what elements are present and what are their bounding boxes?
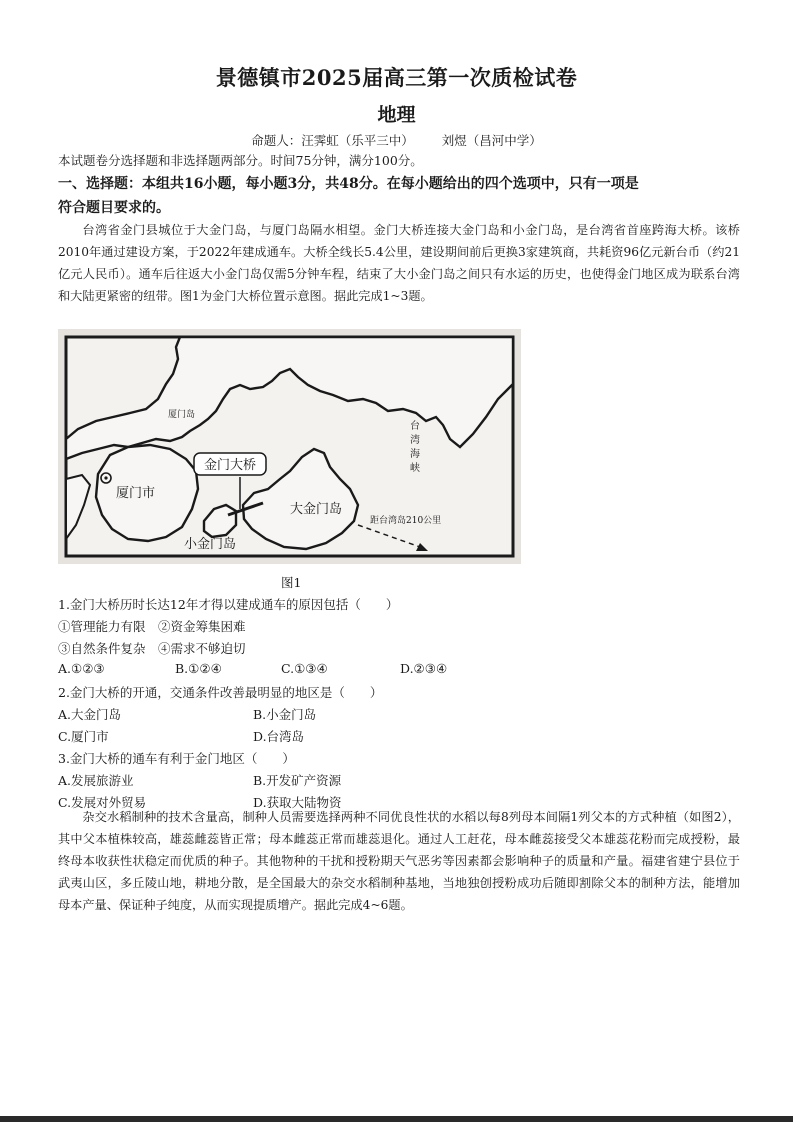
- strait-char-4: 峡: [410, 463, 420, 474]
- q3-option-c[interactable]: C.发展对外贸易: [58, 795, 147, 810]
- q1-option-d[interactable]: D.②③④: [400, 661, 448, 676]
- xiao-jinmen-label: 小金门岛: [184, 537, 237, 552]
- bridge-label: 金门大桥: [203, 458, 257, 473]
- figure-caption: 图1: [281, 575, 302, 590]
- scan-bottom-edge: [0, 1116, 793, 1122]
- xiamen-city-label: 厦门市: [116, 486, 156, 501]
- authors-line: [0, 131, 793, 149]
- q1-choices-line-2: ③自然条件复杂 ④需求不够迫切: [58, 641, 246, 656]
- q3-option-b[interactable]: B.开发矿产资源: [253, 773, 342, 788]
- instructions: 本试题卷分选择题和非选择题两部分。时间75分钟，满分100分。: [58, 153, 423, 168]
- xiamen-city-dot: [104, 476, 107, 479]
- xiamen-island-label: 厦门岛: [168, 410, 196, 420]
- author-1: 命题人：汪霁虹（乐平三中）: [251, 133, 414, 148]
- author-2: 刘煜（昌河中学）: [441, 133, 542, 148]
- q2-option-d[interactable]: D.台湾岛: [253, 729, 305, 744]
- da-jinmen-label: 大金门岛: [290, 502, 343, 517]
- distance-label: 距台湾岛210公里: [370, 516, 442, 526]
- q2-stem: 2.金门大桥的开通，交通条件改善最明显的地区是（ ）: [58, 685, 383, 700]
- q1-option-b[interactable]: B.①②④: [175, 661, 222, 676]
- q1-option-c[interactable]: C.①③④: [281, 661, 328, 676]
- section-heading-line1: 一、选择题：本组共16小题，每小题3分，共48分。在每小题给出的四个选项中，只有一项是: [58, 176, 639, 192]
- subject-title: 地理: [377, 104, 416, 126]
- q1-choices-line-1: ①管理能力有限 ②资金筹集困难: [58, 619, 246, 634]
- q1-stem: 1.金门大桥历时长达12年才得以建成通车的原因包括（ ）: [58, 597, 399, 612]
- strait-char-3: 海: [410, 449, 420, 460]
- q3-option-a[interactable]: A.发展旅游业: [58, 773, 134, 788]
- jinmen-bridge-map: [58, 329, 521, 564]
- strait-char-1: 台: [410, 421, 420, 432]
- strait-char-2: 湾: [410, 435, 420, 446]
- q2-option-c[interactable]: C.厦门市: [58, 729, 109, 744]
- passage-2: 杂交水稻制种的技术含量高，制种人员需要选择两种不同优良性状的水稻以每8列母本间隔1列父本的方式种植（如图2），其中父本植株较高，雄蕊雌蕊皆正常；母本雌蕊正常而雄蕊退化。通过人工赶花，母本雌蕊接受父本雄蕊花粉而完成授粉，最终母本收获性状稳定而优质的种子。其他物种的干扰和授粉期天气恶劣等因素都会影响种子的质量和产量。福建省建宁县位于武夷山区，多丘陵山地，耕地分散，是全国最大的杂交水稻制种基地，当地独创授粉成功后随即割除父本的制种方法，能增加母本产量、保证种子纯度，从而实现提质增产。据此完成4~6题。: [58, 810, 740, 912]
- section-heading-line2: 符合题目要求的。: [58, 200, 170, 216]
- q3-option-d[interactable]: D.获取大陆物资: [253, 795, 342, 810]
- q3-stem: 3.金门大桥的通车有利于金门地区（ ）: [58, 751, 295, 766]
- q1-option-a[interactable]: A.①②③: [58, 661, 105, 676]
- q2-option-b[interactable]: B.小金门岛: [253, 707, 317, 722]
- q2-option-a[interactable]: A.大金门岛: [58, 707, 122, 722]
- exam-title: 景德镇市2025届高三第一次质检试卷: [215, 65, 578, 90]
- passage-1: 台湾省金门县城位于大金门岛，与厦门岛隔水相望。金门大桥连接大金门岛和小金门岛，是台湾省首座跨海大桥。该桥2010年通过建设方案，于2022年建成通车。大桥全线长5.4公里，建设期间前后更换3家建筑商，共耗资96亿元新台币（约21亿元人民币）。通车后往返大小金门岛仅需5分钟车程，结束了大小金门岛之间只有水运的历史，也使得金门地区成为联系台湾和大陆更紧密的纽带。图1为金门大桥位置示意图。据此完成1~3题。: [58, 223, 740, 303]
